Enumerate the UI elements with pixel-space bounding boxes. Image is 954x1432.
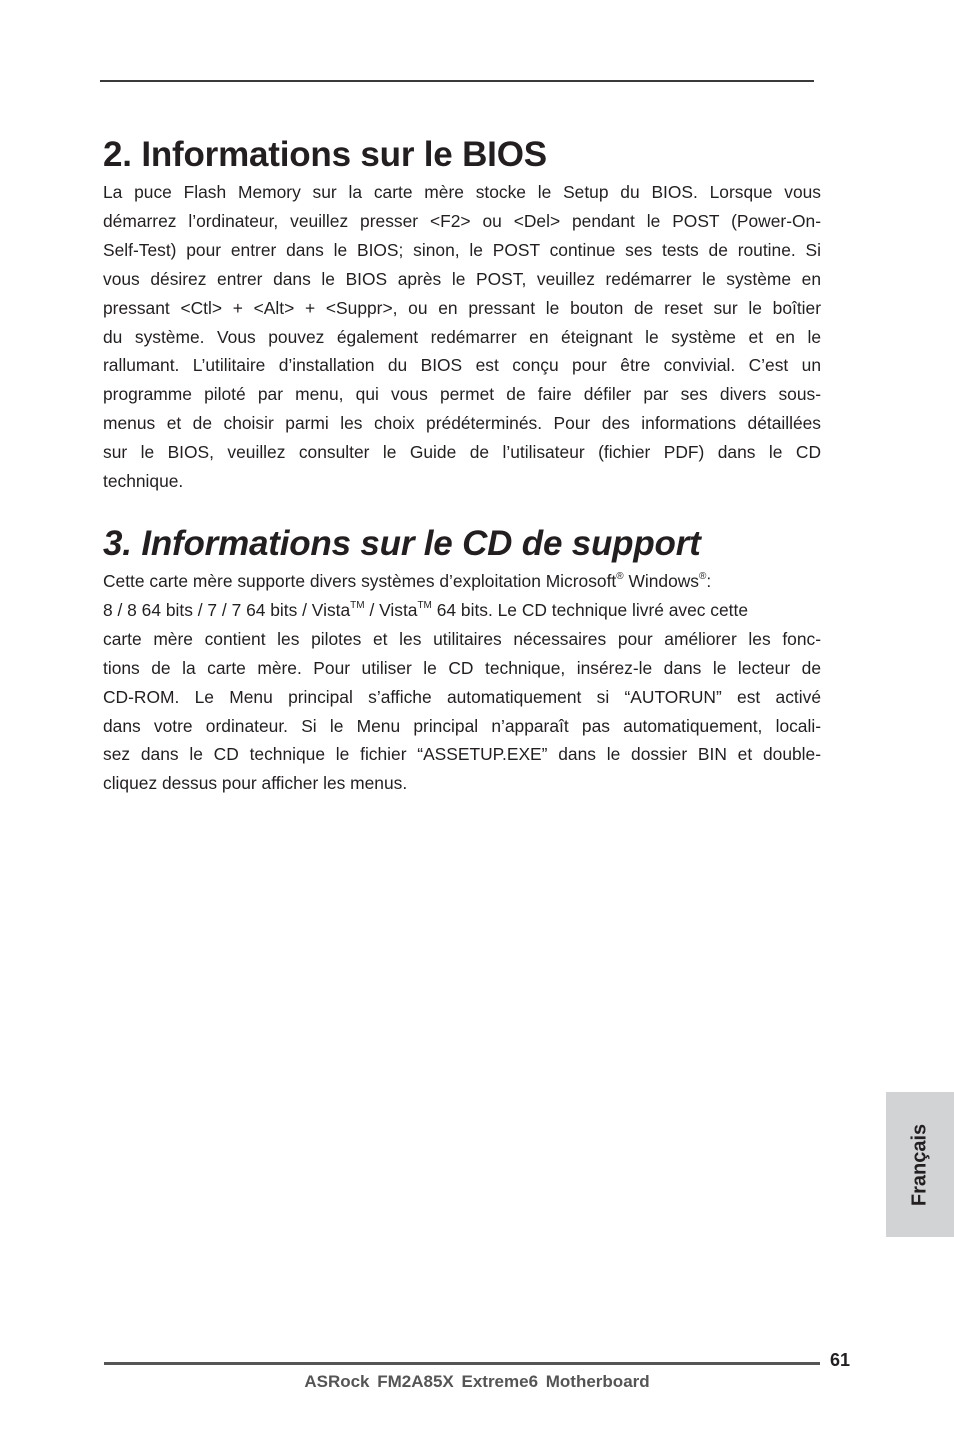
cd-line: cliquez dessus pour afficher les menus. — [103, 773, 408, 794]
bios-line: programme piloté par menu, qui vous permet de faire défiler par ses divers sous- — [103, 384, 821, 405]
cd-line-2-text: 8 / 8 64 bits / 7 / 7 64 bits / Vista — [103, 599, 351, 620]
language-side-tab-label: Français — [908, 1123, 931, 1206]
bios-line: vous désirez entrer dans le BIOS après le POST, veuillez redémarrer le système en — [103, 268, 821, 289]
section-bios-body — [103, 178, 821, 496]
footer-product-name — [0, 1372, 954, 1392]
trademark-mark: TM — [417, 599, 432, 611]
bios-line: sur le BIOS, veuillez consulter le Guide de l’utilisateur (fichier PDF) dans le CD — [103, 442, 821, 463]
cd-line-1 — [103, 567, 821, 596]
cd-line: sez dans le CD technique le fichier “ASSETUP.EXE” dans le dossier BIN et double- — [103, 744, 821, 765]
bios-line: menus et de choisir parmi les choix prédéterminés. Pour des informations détaillées — [103, 413, 821, 434]
cd-line-1-text: Cette carte mère supporte divers systèmes d’exploitation Microsoft — [103, 570, 617, 591]
page-content — [103, 132, 821, 798]
cd-line-1-windows: Windows — [623, 570, 700, 591]
section-cd-body — [103, 567, 821, 798]
bios-line: technique. — [103, 471, 184, 492]
registered-mark: ® — [699, 570, 707, 582]
section-bios-title: 2. Informations sur le BIOS — [103, 135, 547, 174]
cd-line: CD-ROM. Le Menu principal s’affiche automatiquement si “AUTORUN” est activé — [103, 686, 821, 707]
section-cd-title: 3. Informations sur le CD de support — [103, 523, 701, 563]
cd-line-1-colon: : — [706, 570, 712, 591]
cd-line: dans votre ordinateur. Si le Menu principal n’apparaît pas automatiquement, locali- — [103, 715, 821, 736]
bottom-rule — [104, 1362, 820, 1365]
top-rule — [100, 80, 814, 82]
cd-line-2 — [103, 596, 821, 625]
registered-mark: ® — [616, 570, 624, 582]
page-number: 61 — [830, 1350, 851, 1370]
trademark-mark: TM — [350, 599, 365, 611]
footer-product-name-text: ASRock FM2A85X Extreme6 Motherboard — [304, 1372, 650, 1391]
cd-line-2-vista: / Vista — [364, 599, 418, 620]
bios-line: Self-Test) pour entrer dans le BIOS; sinon, le POST continue ses tests de routine. Si — [103, 239, 821, 260]
bios-line: pressant <Ctl> + <Alt> + <Suppr>, ou en pressant le bouton de reset sur le boîtier — [103, 297, 821, 318]
cd-line: tions de la carte mère. Pour utiliser le CD technique, insérez-le dans le lecteur de — [103, 657, 821, 678]
bios-line: démarrez l’ordinateur, veuillez presser <F2> ou <Del> pendant le POST (Power-On- — [103, 210, 821, 231]
bios-line: La puce Flash Memory sur la carte mère stocke le Setup du BIOS. Lorsque vous — [103, 182, 821, 202]
cd-line: carte mère contient les pilotes et les utilitaires nécessaires pour améliorer les fonc- — [103, 628, 821, 649]
language-side-tab — [886, 1092, 954, 1237]
cd-line-2-rest: 64 bits. Le CD technique livré avec cette — [431, 599, 749, 620]
bios-line: rallumant. L’utilitaire d’installation du BIOS est conçu pour être convivial. C’est un — [103, 355, 821, 376]
bios-line: du système. Vous pouvez également redémarrer en éteignant le système et en le — [103, 326, 821, 347]
